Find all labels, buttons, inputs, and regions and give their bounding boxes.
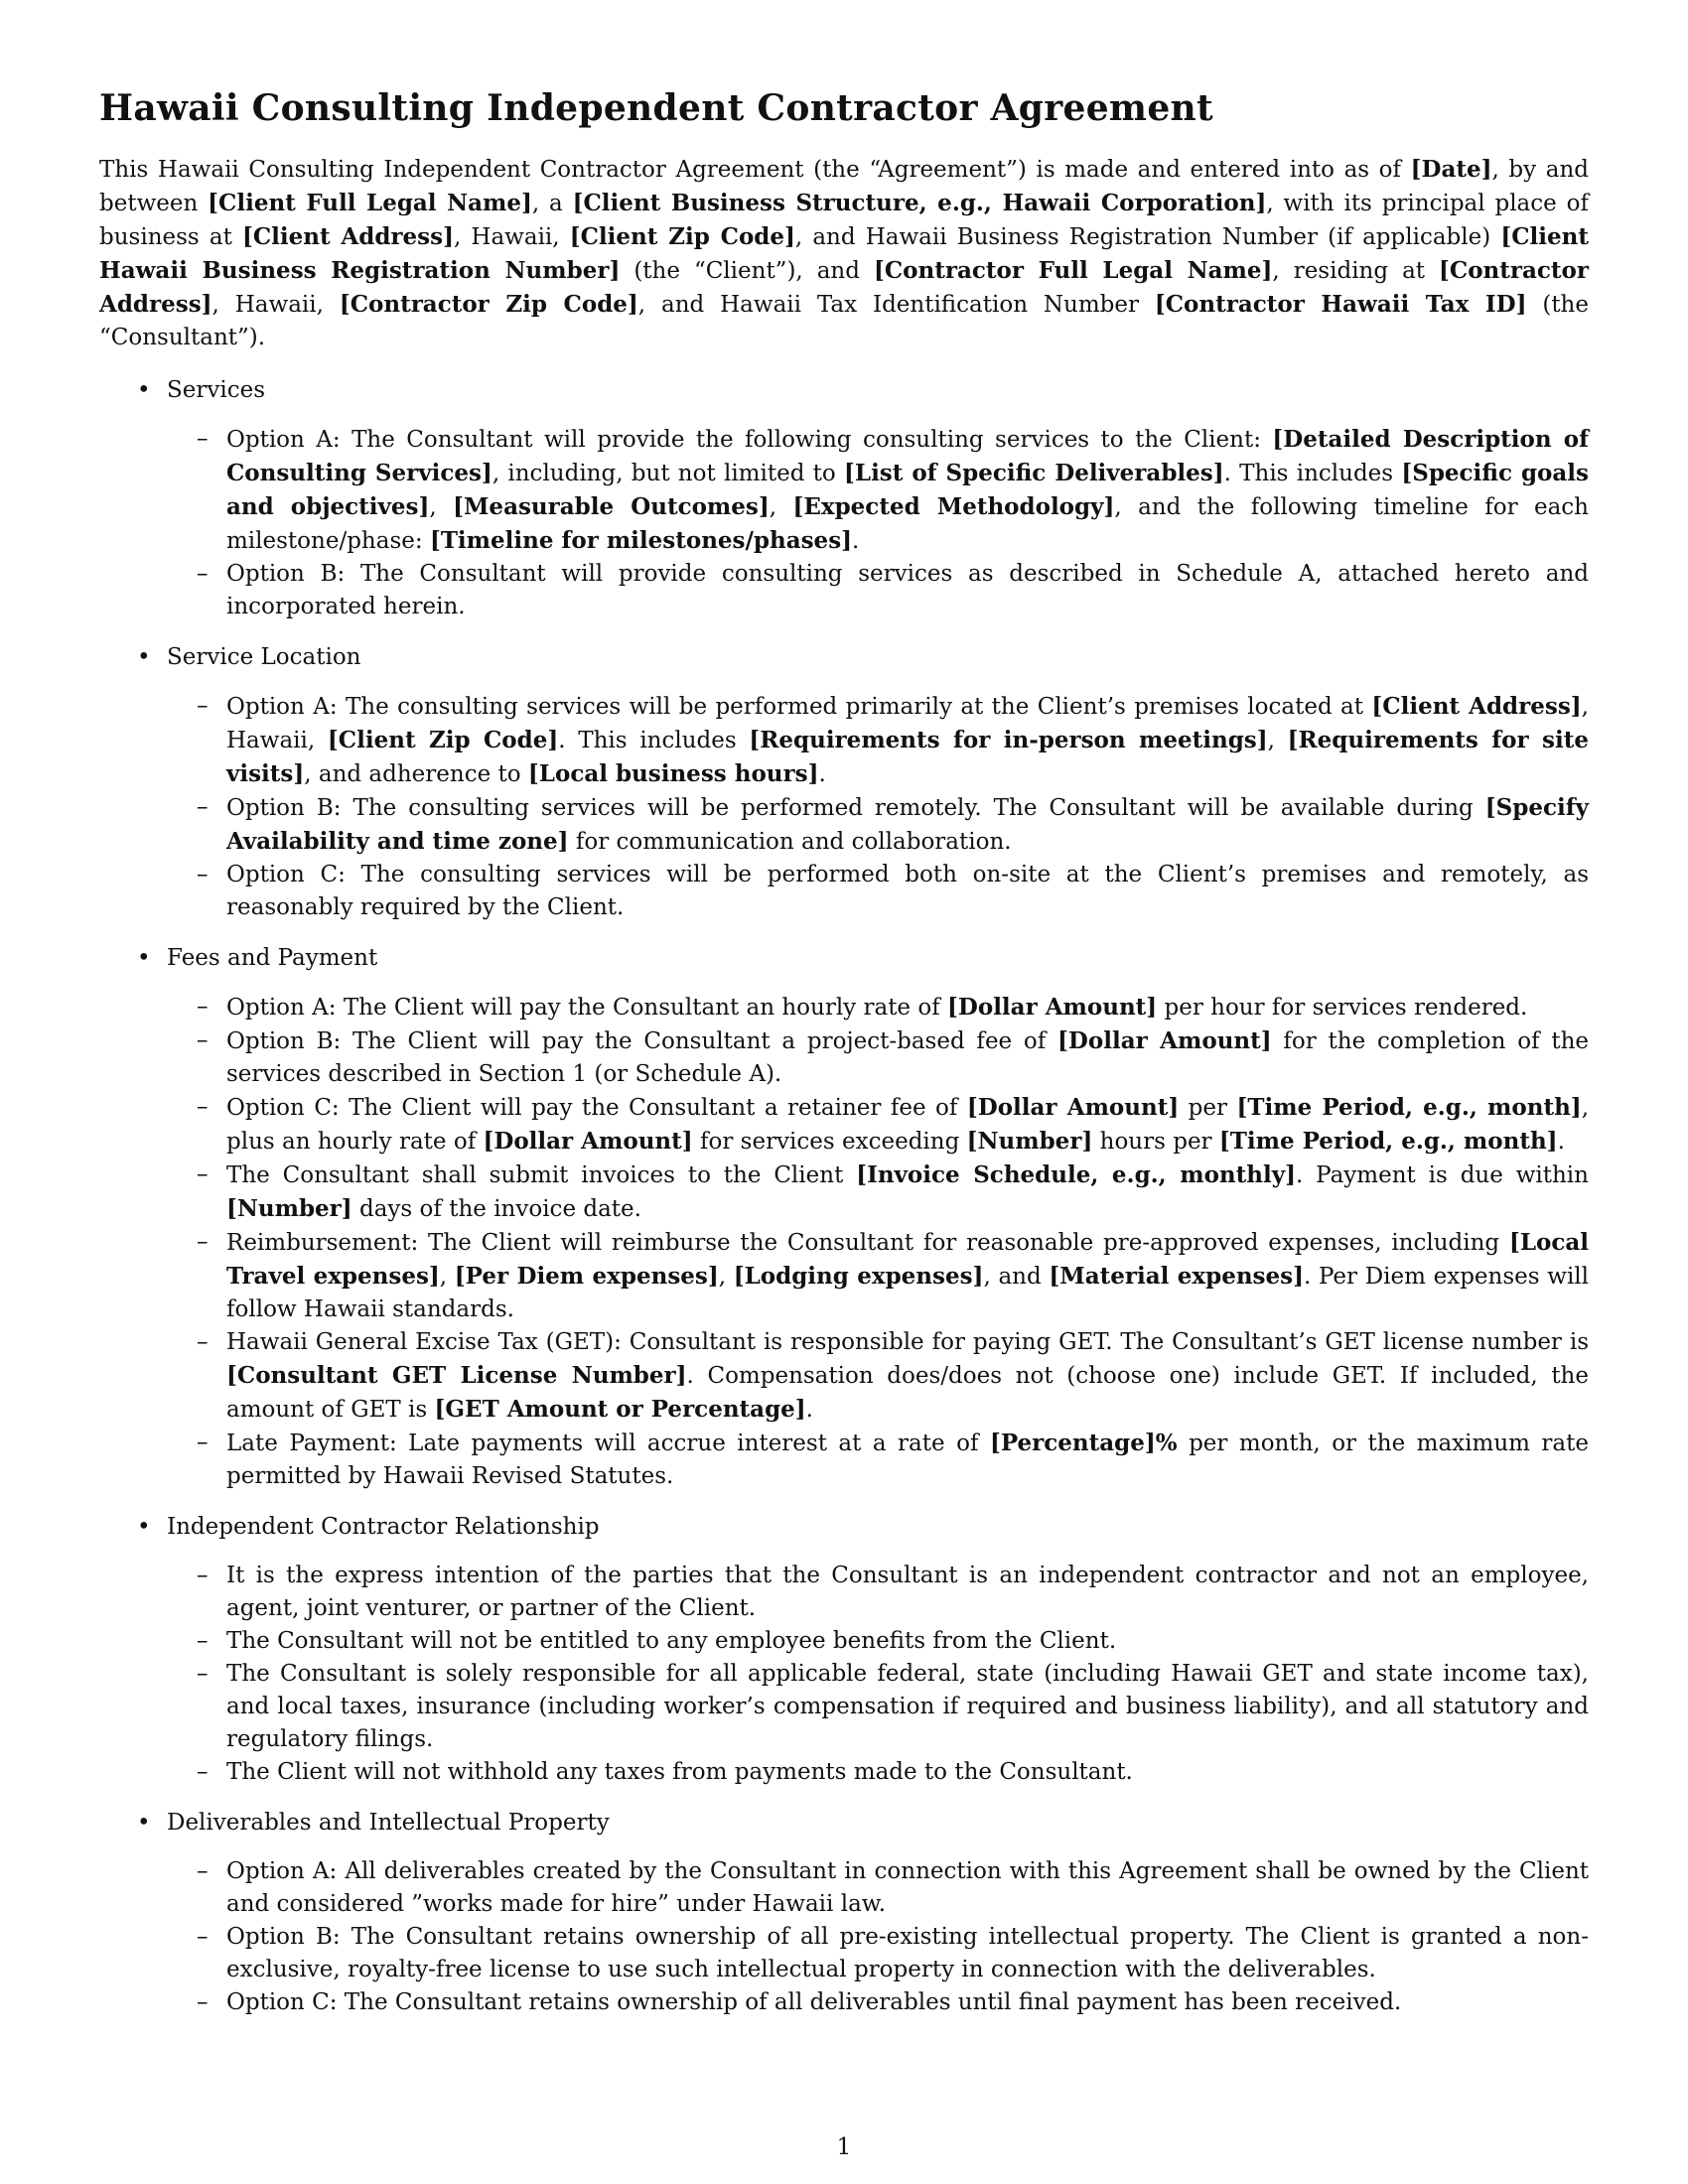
placeholder-field: [Specific goals and objectives] (226, 460, 1589, 520)
placeholder-field: [Number] (226, 1195, 352, 1222)
dash-icon: – (197, 862, 209, 887)
placeholder-field: [Client Hawaii Business Registration Number] (99, 223, 1589, 284)
dash-icon: – (197, 794, 209, 820)
section-items (167, 1560, 1589, 1789)
text-run: The Consultant will not be entitled to any employee benefits from the Client. (226, 1628, 1117, 1654)
section-title: Services (167, 377, 266, 403)
text-run: , a (531, 191, 573, 216)
text-run: The Consultant is solely responsible for all applicable federal, state (including Hawaii GET and state income tax), and local taxes, insurance (including worker’s compensation if required and business liability), and all statutory and regulatory filings. (226, 1661, 1589, 1752)
placeholder-field: [Percentage]% (989, 1430, 1178, 1456)
document-title: Hawaii Consulting Independent Contractor Agreement (99, 87, 1213, 129)
text-run: , Hawaii, (453, 224, 570, 250)
text-run: The Consultant shall submit invoices to the Client (226, 1162, 857, 1188)
list-item (167, 1658, 1589, 1756)
text-run: Option B: The Consultant will provide consulting services as described in Schedule A, attached hereto and incorporated herein. (226, 561, 1589, 619)
bullet-icon: • (137, 945, 151, 971)
bullet-icon: • (137, 644, 151, 670)
text-run: Option B: The Client will pay the Consultant a project-based fee of (226, 1028, 1058, 1054)
text-run: Option A: The consulting services will be performed primarily at the Client’s premises located at (226, 694, 1372, 720)
placeholder-field: [Date] (1410, 156, 1492, 183)
text-run: Hawaii General Excise Tax (GET): Consultant is responsible for paying GET. The Consultant’s GET license number is (226, 1329, 1589, 1355)
list-item (167, 423, 1589, 558)
text-run: Reimbursement: The Client will reimburse the Consultant for reasonable pre-approved expenses, including (226, 1230, 1509, 1256)
text-run: (the “Client”), and (620, 258, 874, 284)
placeholder-field: [Contractor Hawaii Tax ID] (1154, 291, 1527, 318)
placeholder-field: [Client Business Structure, e.g., Hawaii Corporation] (572, 190, 1267, 216)
bullet-icon: • (137, 1514, 151, 1540)
text-run: (the “Consultant”). (99, 292, 1589, 350)
list-item (167, 1091, 1589, 1159)
text-run: , with its principal place of business at (99, 191, 1589, 250)
section-fees-and-payment (99, 942, 1589, 1493)
placeholder-field: [Requirements for site visits] (226, 727, 1589, 787)
text-run: , Hawaii, (211, 292, 340, 318)
list-item (167, 1024, 1589, 1091)
dash-icon: – (197, 1924, 209, 1950)
dash-icon: – (197, 1430, 209, 1455)
text-run: Late Payment: Late payments will accrue interest at a rate of (226, 1431, 990, 1456)
list-item (167, 859, 1589, 924)
section-items (167, 1855, 1589, 2019)
text-run: per (1179, 1095, 1237, 1121)
section-services (99, 374, 1589, 623)
text-run: , and (983, 1264, 1050, 1290)
text-run: . Compensation does/does not (choose one) include GET. If included, the amount of GET is (226, 1363, 1589, 1423)
text-run: . (818, 761, 826, 787)
text-run: , residing at (1272, 258, 1440, 284)
placeholder-field: [Client Zip Code] (327, 727, 559, 753)
placeholder-field: [Consultant GET License Number] (226, 1362, 687, 1389)
text-run: Option C: The consulting services will be performed both on-site at the Client’s premises and remotely, as reasonably required by the Client. (226, 862, 1589, 920)
section-independent-contractor-relationship (99, 1511, 1589, 1789)
placeholder-field: [Dollar Amount] (483, 1128, 693, 1155)
list-item (167, 1226, 1589, 1326)
placeholder-field: [Specify Availability and time zone] (226, 794, 1589, 855)
text-run: Option B: The consulting services will be performed remotely. The Consultant will be available during (226, 795, 1485, 821)
placeholder-field: [List of Specific Deliverables] (844, 460, 1224, 486)
placeholder-field: [Lodging expenses] (733, 1263, 984, 1290)
text-run: per month, or the maximum rate permitted by Hawaii Revised Statutes. (226, 1431, 1589, 1489)
placeholder-field: [Measurable Outcomes] (453, 493, 770, 520)
placeholder-field: [Local Travel expenses] (226, 1229, 1589, 1290)
bullet-icon: • (137, 1810, 151, 1836)
text-run: days of the invoice date. (352, 1196, 641, 1222)
list-item (167, 1986, 1589, 2019)
dash-icon: – (197, 1161, 209, 1187)
dash-icon: – (197, 1989, 209, 2015)
dash-icon: – (197, 1229, 209, 1255)
section-title: Fees and Payment (167, 945, 378, 971)
placeholder-field: [Local business hours] (527, 760, 819, 787)
placeholder-field: [Time Period, e.g., month] (1218, 1128, 1558, 1155)
placeholder-field: [Per Diem expenses] (454, 1263, 719, 1290)
list-item (167, 1427, 1589, 1493)
text-run: . This includes (1223, 461, 1402, 486)
text-run: , plus an hourly rate of (226, 1095, 1589, 1155)
dash-icon: – (197, 426, 209, 452)
list-item (167, 558, 1589, 623)
placeholder-field: [Dollar Amount] (966, 1094, 1180, 1121)
text-run: . This includes (558, 728, 750, 753)
text-run: for the completion of the services described in Section 1 (or Schedule A). (226, 1028, 1589, 1087)
text-run: , (429, 494, 454, 520)
text-run: , (718, 1264, 734, 1290)
text-run: It is the express intention of the parties that the Consultant is an independent contractor and not an employee, agent, joint venturer, or partner of the Client. (226, 1563, 1589, 1621)
list-item (167, 690, 1589, 791)
list-item (167, 1159, 1589, 1226)
text-run: Option C: The Consultant retains ownership of all deliverables until final payment has been received. (226, 1989, 1402, 2015)
text-run: , and Hawaii Business Registration Number (if applicable) (794, 224, 1501, 250)
placeholder-field: [Time Period, e.g., month] (1236, 1094, 1582, 1121)
dash-icon: – (197, 561, 209, 587)
dash-icon: – (197, 1858, 209, 1884)
text-run: , and the following timeline for each milestone/phase: (226, 494, 1589, 554)
list-item (167, 1326, 1589, 1427)
placeholder-field: [Detailed Description of Consulting Services] (226, 426, 1589, 486)
dash-icon: – (197, 1759, 209, 1785)
list-item (167, 991, 1589, 1024)
section-service-location (99, 641, 1589, 924)
list-item (167, 1560, 1589, 1625)
placeholder-field: [Client Full Legal Name] (208, 190, 532, 216)
placeholder-field: [Client Address] (1371, 693, 1582, 720)
list-item (167, 1625, 1589, 1658)
placeholder-field: [Timeline for milestones/phases] (429, 527, 853, 554)
placeholder-field: [Contractor Address] (99, 257, 1589, 318)
text-run: per hour for services rendered. (1157, 995, 1528, 1021)
placeholder-field: [Dollar Amount] (947, 994, 1158, 1021)
list-item (167, 1855, 1589, 1921)
text-run: Option C: The Client will pay the Consultant a retainer fee of (226, 1095, 967, 1121)
page-number: 1 (836, 2134, 852, 2160)
text-run: hours per (1092, 1129, 1219, 1155)
text-run: . (805, 1397, 813, 1423)
sections-list (99, 374, 1589, 2019)
placeholder-field: [Dollar Amount] (1057, 1027, 1272, 1054)
document-page (99, 87, 1589, 2037)
text-run: , (439, 1264, 455, 1290)
text-run: . (1557, 1129, 1565, 1155)
list-item (167, 1756, 1589, 1789)
list-item (167, 1921, 1589, 1986)
placeholder-field: [Invoice Schedule, e.g., monthly] (856, 1161, 1296, 1188)
text-run: , and adherence to (304, 761, 528, 787)
dash-icon: – (197, 1628, 209, 1654)
text-run: Option A: All deliverables created by the Consultant in connection with this Agreement shall be owned by the Client and considered ”works made for hire” under Hawaii law. (226, 1858, 1589, 1917)
text-run: Option A: The Client will pay the Consultant an hourly rate of (226, 995, 948, 1021)
section-title: Independent Contractor Relationship (167, 1514, 600, 1540)
text-run: , (1267, 728, 1288, 753)
dash-icon: – (197, 1329, 209, 1355)
dash-icon: – (197, 994, 209, 1020)
text-run: The Client will not withhold any taxes from payments made to the Consultant. (226, 1759, 1133, 1785)
dash-icon: – (197, 1661, 209, 1687)
text-run: . Per Diem expenses will follow Hawaii standards. (226, 1264, 1590, 1322)
text-run: Option A: The Consultant will provide the following consulting services to the Client: (226, 427, 1273, 453)
text-run: This Hawaii Consulting Independent Contractor Agreement (the “Agreement”) is made and entered into as of (99, 157, 1411, 183)
intro-paragraph (99, 153, 1589, 354)
text-run: . (852, 528, 860, 554)
text-run: for services exceeding (692, 1129, 967, 1155)
placeholder-field: [Client Address] (241, 223, 454, 250)
section-deliverables-and-intellectual-property (99, 1807, 1589, 2019)
placeholder-field: [Contractor Full Legal Name] (873, 257, 1273, 284)
list-item (167, 791, 1589, 859)
text-run: , (769, 494, 793, 520)
dash-icon: – (197, 693, 209, 719)
placeholder-field: [Client Zip Code] (569, 223, 795, 250)
text-run: Option B: The Consultant retains ownership of all pre-existing intellectual property. The Client is granted a non-exclusive, royalty-free license to use such intellectual property in connection with the deliverables. (226, 1924, 1589, 1982)
section-title: Deliverables and Intellectual Property (167, 1810, 610, 1836)
bullet-icon: • (137, 377, 151, 403)
text-run: , by and between (99, 157, 1589, 216)
section-items (167, 423, 1589, 623)
placeholder-field: [Contractor Zip Code] (339, 291, 638, 318)
placeholder-field: [Material expenses] (1049, 1263, 1304, 1290)
section-title: Service Location (167, 644, 361, 670)
section-items (167, 690, 1589, 924)
dash-icon: – (197, 1094, 209, 1120)
placeholder-field: [Expected Methodology] (792, 493, 1115, 520)
placeholder-field: [Requirements for in-person meetings] (749, 727, 1268, 753)
text-run: , Hawaii, (226, 694, 1589, 753)
dash-icon: – (197, 1563, 209, 1588)
dash-icon: – (197, 1027, 209, 1053)
text-run: , including, but not limited to (492, 461, 845, 486)
section-items (167, 991, 1589, 1493)
text-run: , and Hawaii Tax Identification Number (637, 292, 1155, 318)
placeholder-field: [GET Amount or Percentage] (434, 1396, 806, 1423)
text-run: for communication and collaboration. (568, 829, 1012, 855)
text-run: . Payment is due within (1295, 1162, 1589, 1188)
placeholder-field: [Number] (966, 1128, 1093, 1155)
